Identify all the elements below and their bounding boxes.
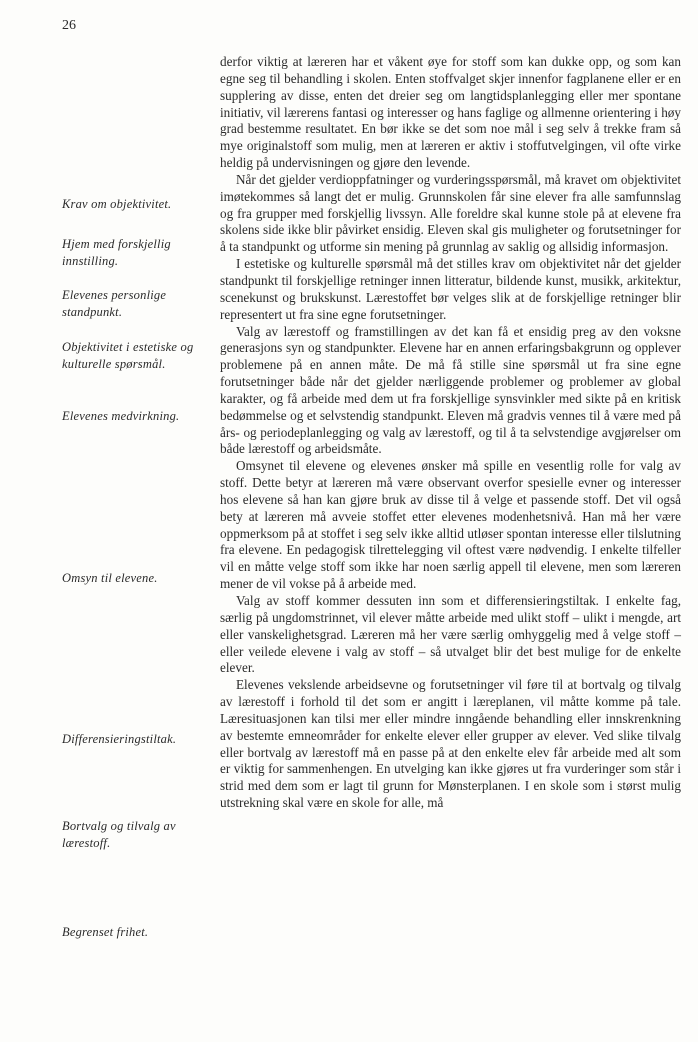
page-number: 26 (62, 18, 76, 33)
margin-note-estetiske: Objektivitet i estetiske og kulturelle spørsmål. (62, 340, 194, 371)
margin-note-medvirkning: Elevenes medvirkning. (62, 409, 180, 423)
paragraph: Valg av stoff kommer dessuten inn som et differensieringstiltak. I enkelte fag, særlig på ungdomstrinnet, vil elever måtte arbeide med ulikt stoff – ulikt i mengde, art eller vanskelighetsgrad. Læreren må her være særlig omhyggelig med å velge stoff – eller veilede elevene i valg av stoff – så utvalget blir det best mulige for de enkelte elever. (220, 593, 681, 676)
margin-note-hjem: Hjem med forskjellig innstilling. (62, 237, 171, 268)
margin-note-bortvalg: Bortvalg og tilvalg av lærestoff. (62, 819, 176, 850)
margin-note-krav: Krav om objektivitet. (62, 197, 172, 211)
margin-note-differensiering: Differensieringstiltak. (62, 732, 177, 746)
paragraph: Når det gjelder verdioppfatninger og vurderingsspørsmål, må kravet om objektivitet imøtekommes så langt det er mulig. Grunnskolen får sine elever fra alle samfunnslag og fra grupper med forskjellig livssyn. Alle foreldre skal kunne stole på at elevene fra skolens side ikke blir påvirket ensidig. Eleven skal gis muligheter og forutsetninger for å ta standpunkt og utforme sin mening på grunnlag av saklig og allsidig informasjon. (220, 171, 681, 255)
paragraph: I estetiske og kulturelle spørsmål må det stilles krav om objektivitet når det gjelder standpunkt til forskjellige retninger innen litteratur, bildende kunst, musikk, arkitektur, scenekunst og brukskunst. Lærestoffet bør velges slik at de forskjellige retninger blir representert ut fra sine egne forutsetninger. (220, 256, 681, 322)
paragraph: Valg av lærestoff og framstillingen av det kan få et ensidig preg av den voksne generasjons syn og standpunkter. Elevene har en annen erfaringsbakgrunn og opplever problemene på en annen måte. De må få stille sine spørsmål ut fra sine egne forutsetninger både når det gjelder nærliggende problemer og problemer av global karakter, og få arbeide med dem ut fra forskjellige synsvinkler med sikte på en kritisk bedømmelse og et selvstendig standpunkt. Eleven må gradvis vennes til å være med på års- og periodeplanlegging og valg av lærestoff, og til å ta selvstendige avgjørelser om både lærestoff og arbeidsmåte. (220, 323, 681, 457)
paragraph: derfor viktig at læreren har et våkent øye for stoff som kan dukke opp, og som kan egne seg til behandling i skolen. Enten stoffvalget skjer innenfor fagplanene eller er en supplering av disse, enten det dreier seg om langtidsplanlegging eller mer spontane initiativ, vil lærerens fantasi og interesser og hans faglige og allmenne orientering i høy grad bestemme resultatet. En bør ikke se det som noe mål i seg selv å trekke fram så mye originalstoff som mulig, men at læreren er aktiv i stoffutvelgingen, vil ofte virke heldig på undervisningen og gjøre den levende. (220, 54, 681, 171)
paragraph: Elevenes vekslende arbeidsevne og forutsetninger vil føre til at bortvalg og tilvalg av lærestoff i forhold til det som er angitt i læreplanen, vil måtte komme på tale. Læresituasjonen kan tilsi mer eller mindre inngående behandling eller innskrenkning av bestemte emneområder for enkelte elever eller grupper av elever. Ved slike tilvalg eller bortvalg av lærestoff må en passe på at den enkelte elev får arbeide med alt som er viktig for sammenhengen. En utvelging kan ikke gjøres ut fra vurderinger som står i strid med dem som er lagt til grunn for Mønsterplanen. I en skole som i størst mulig utstrekning skal være en skole for alle, må (220, 677, 681, 811)
margin-note-personlige: Elevenes personlige standpunkt. (62, 288, 167, 319)
paragraph: Omsynet til elevene og elevenes ønsker må spille en vesentlig rolle for valg av stoff. Dette betyr at læreren må være observant overfor spesielle evner og interesser hos elevene så han kan gjøre bruk av disse til å velge et passende stoff. Det vil også bety at læreren må avveie stoffet etter elevenes modenhetsnivå. Han må her være oppmerksom på at stoffet i seg selv ikke alltid utløser spontan interesse eller tilslutning fra elevene. En pedagogisk tilrettelegging vil oftest være nødvendig. I enkelte tilfeller vil en måtte velge stoff som ikke har noen særlig appell til elevene, men som læreren mener de vil vokse på å arbeide med. (220, 458, 681, 592)
body-text (220, 54, 681, 812)
margin-note-omsyn: Omsyn til elevene. (62, 571, 158, 585)
margin-note-begrenset: Begrenset frihet. (62, 925, 149, 939)
